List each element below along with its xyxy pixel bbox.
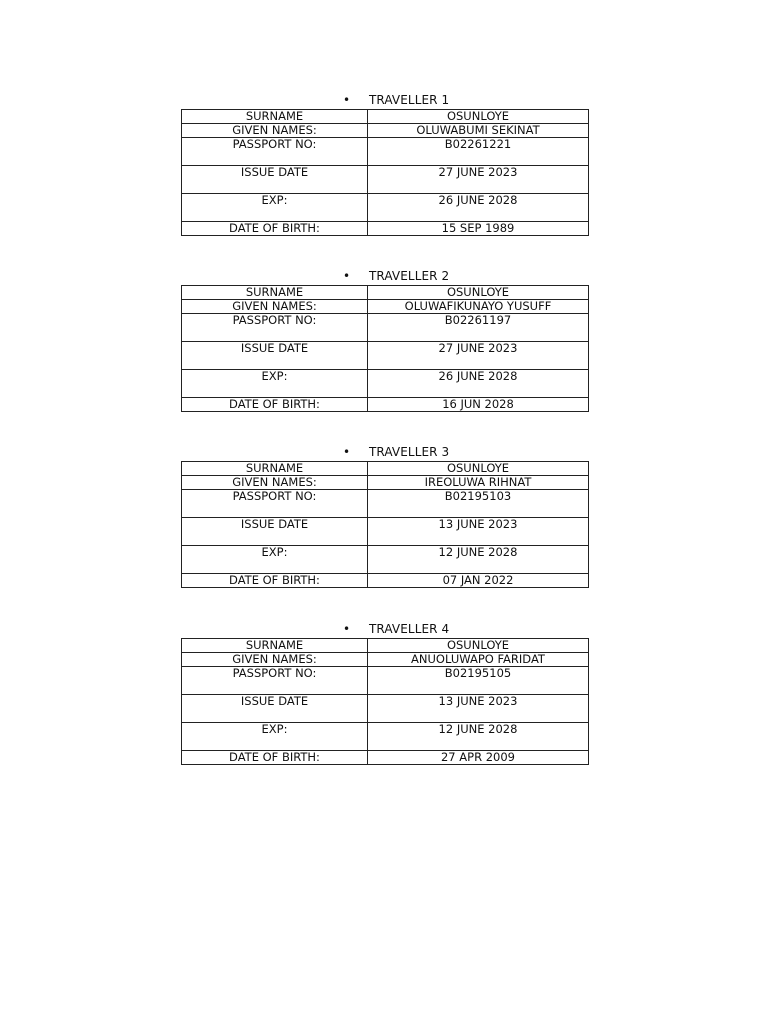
table-row <box>182 166 589 194</box>
row-label: SURNAME <box>182 462 368 476</box>
table-row <box>182 300 589 314</box>
table-row <box>182 222 589 236</box>
traveller-heading-text: TRAVELLER 3 <box>369 445 450 459</box>
row-value: 15 SEP 1989 <box>368 222 589 236</box>
row-label: DATE OF BIRTH: <box>182 398 368 412</box>
row-label: ISSUE DATE <box>182 695 368 723</box>
row-label: PASSPORT NO: <box>182 667 368 695</box>
row-value: OLUWAFIKUNAYO YUSUFF <box>368 300 589 314</box>
traveller-heading-text: TRAVELLER 1 <box>369 93 450 107</box>
row-label: EXP: <box>182 194 368 222</box>
traveller-details-table <box>181 461 589 588</box>
row-value: B02261221 <box>368 138 589 166</box>
row-value: B02195103 <box>368 490 589 518</box>
bullet-icon: • <box>343 622 351 636</box>
row-label: EXP: <box>182 370 368 398</box>
traveller-heading <box>181 266 588 286</box>
bullet-icon: • <box>343 269 351 283</box>
table-row <box>182 476 589 490</box>
row-label: SURNAME <box>182 110 368 124</box>
row-value: IREOLUWA RIHNAT <box>368 476 589 490</box>
row-label: DATE OF BIRTH: <box>182 751 368 765</box>
row-label: EXP: <box>182 723 368 751</box>
row-value: B02261197 <box>368 314 589 342</box>
table-row <box>182 398 589 412</box>
row-label: GIVEN NAMES: <box>182 476 368 490</box>
row-value: OLUWABUMI SEKINAT <box>368 124 589 138</box>
traveller-heading <box>181 442 588 462</box>
traveller-heading-text: TRAVELLER 4 <box>369 622 450 636</box>
table-row <box>182 653 589 667</box>
table-row <box>182 723 589 751</box>
row-label: DATE OF BIRTH: <box>182 574 368 588</box>
traveller-section <box>181 266 588 411</box>
row-value: 13 JUNE 2023 <box>368 695 589 723</box>
row-value: OSUNLOYE <box>368 110 589 124</box>
bullet-icon: • <box>343 445 351 459</box>
row-value: ANUOLUWAPO FARIDAT <box>368 653 589 667</box>
table-row <box>182 546 589 574</box>
row-value: 13 JUNE 2023 <box>368 518 589 546</box>
table-row <box>182 124 589 138</box>
traveller-section <box>181 442 588 587</box>
table-row <box>182 518 589 546</box>
row-label: ISSUE DATE <box>182 518 368 546</box>
traveller-section <box>181 619 588 764</box>
row-value: 27 JUNE 2023 <box>368 166 589 194</box>
row-value: 07 JAN 2022 <box>368 574 589 588</box>
table-row <box>182 342 589 370</box>
row-value: 12 JUNE 2028 <box>368 723 589 751</box>
bullet-icon: • <box>343 93 351 107</box>
traveller-details-table <box>181 109 589 236</box>
row-value: 27 APR 2009 <box>368 751 589 765</box>
table-row <box>182 314 589 342</box>
traveller-details-table <box>181 638 589 765</box>
traveller-heading <box>181 619 588 639</box>
row-label: GIVEN NAMES: <box>182 653 368 667</box>
table-row <box>182 286 589 300</box>
row-label: ISSUE DATE <box>182 342 368 370</box>
row-label: EXP: <box>182 546 368 574</box>
row-value: OSUNLOYE <box>368 639 589 653</box>
row-label: GIVEN NAMES: <box>182 124 368 138</box>
traveller-section <box>181 90 588 235</box>
table-row <box>182 574 589 588</box>
table-row <box>182 490 589 518</box>
row-label: SURNAME <box>182 286 368 300</box>
table-row <box>182 751 589 765</box>
row-value: 16 JUN 2028 <box>368 398 589 412</box>
traveller-heading <box>181 90 588 110</box>
table-row <box>182 370 589 398</box>
row-label: PASSPORT NO: <box>182 138 368 166</box>
table-row <box>182 194 589 222</box>
table-row <box>182 110 589 124</box>
row-label: PASSPORT NO: <box>182 490 368 518</box>
row-value: 26 JUNE 2028 <box>368 194 589 222</box>
row-value: B02195105 <box>368 667 589 695</box>
table-row <box>182 639 589 653</box>
row-value: 26 JUNE 2028 <box>368 370 589 398</box>
row-value: 27 JUNE 2023 <box>368 342 589 370</box>
table-row <box>182 462 589 476</box>
table-row <box>182 695 589 723</box>
row-label: SURNAME <box>182 639 368 653</box>
row-value: OSUNLOYE <box>368 286 589 300</box>
row-label: GIVEN NAMES: <box>182 300 368 314</box>
table-row <box>182 138 589 166</box>
row-label: DATE OF BIRTH: <box>182 222 368 236</box>
traveller-heading-text: TRAVELLER 2 <box>369 269 450 283</box>
row-value: OSUNLOYE <box>368 462 589 476</box>
row-value: 12 JUNE 2028 <box>368 546 589 574</box>
traveller-details-table <box>181 285 589 412</box>
row-label: ISSUE DATE <box>182 166 368 194</box>
table-row <box>182 667 589 695</box>
row-label: PASSPORT NO: <box>182 314 368 342</box>
